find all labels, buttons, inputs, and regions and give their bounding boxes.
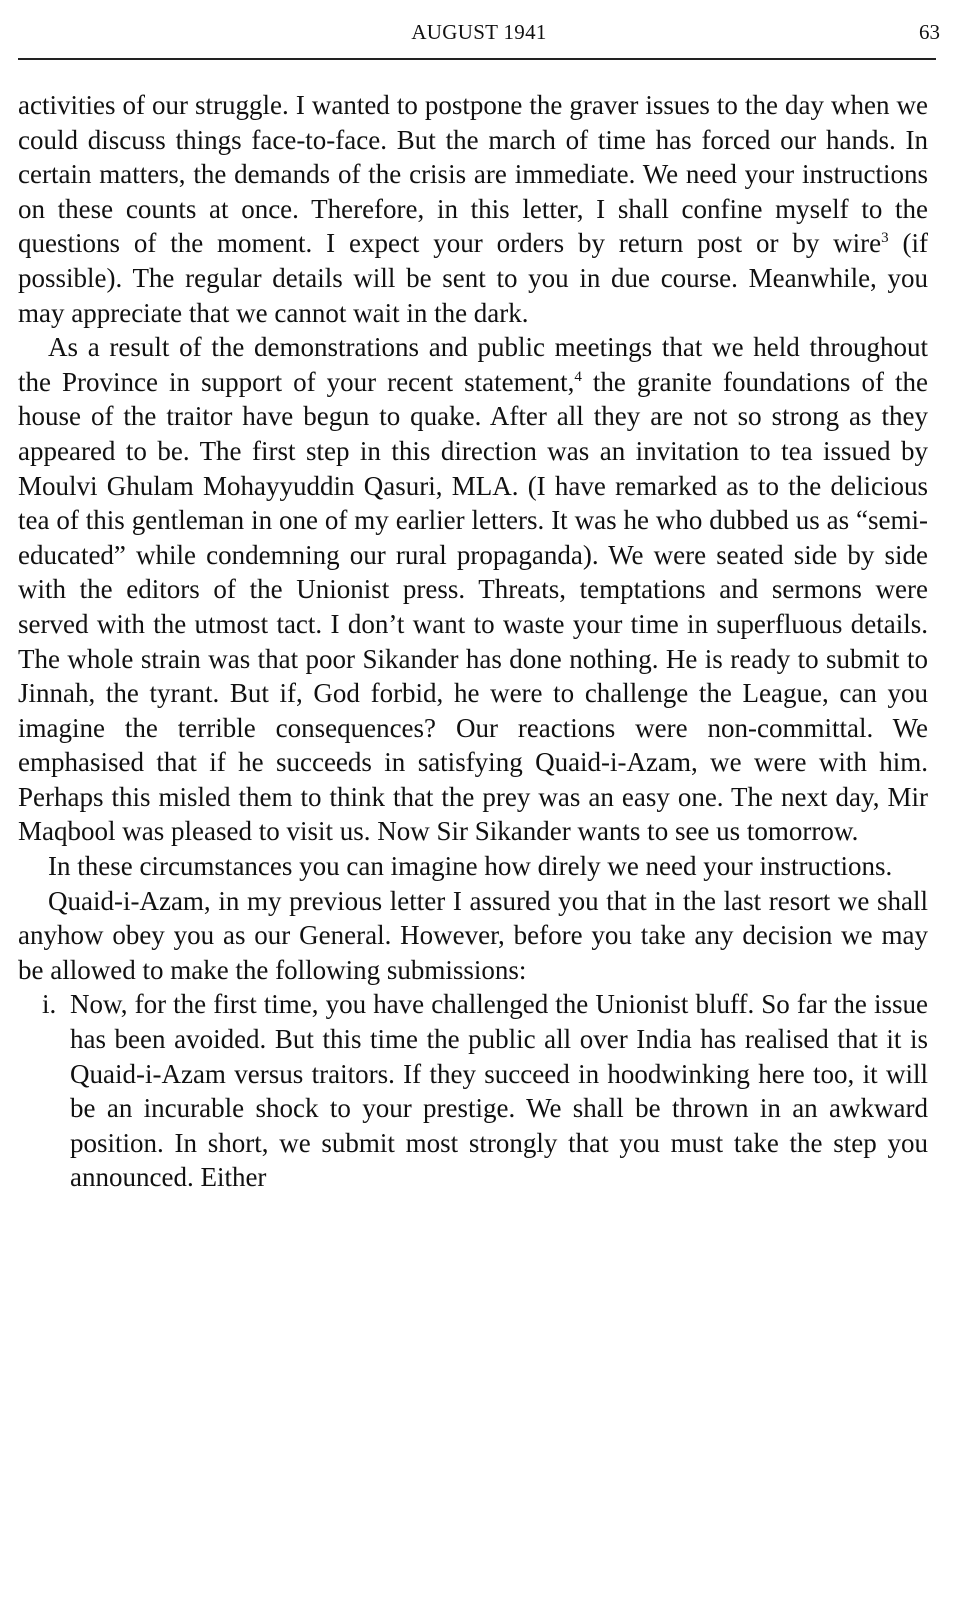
paragraph-1: [18, 88, 928, 330]
paragraph-2-text-b: the granite foundations of the house of the traitor have begun to quake. After all they are not so strong as they appeared to be. The first step in this direction was an invitation to tea issued by Moulvi Ghulam Mohayyuddin Qasuri, MLA. (I have remarked as to the delicious tea of this gentleman in one of my earlier letters. It was he who dubbed us as “semi-educated” while condemning our rural propaganda). We were seated side by side with the editors of the Unionist press. Threats, temptations and sermons were served with the utmost tact. I don’t want to waste your time in superfluous details. The whole strain was that poor Sikander has done nothing. He is ready to submit to Jinnah, the tyrant. But if, God forbid, he were to challenge the League, can you imagine the terrible consequences? Our reactions were non-committal. We emphasised that if he succeeds in satisfying Quaid-i-Azam, we were with him. Perhaps this misled them to think that the prey was an easy one. The next day, Mir Maqbool was pleased to visit us. Now Sir Sikander wants to see us tomorrow.: [18, 366, 928, 847]
running-head: AUGUST 1941: [411, 20, 547, 44]
page-header: [18, 12, 940, 48]
paragraph-4: Quaid-i-Azam, in my previous letter I assured you that in the last resort we shall anyhow obey you as our General. However, before you take any decision we may be allowed to make the following submissions:: [18, 885, 928, 985]
list-item-label: i.: [42, 989, 57, 1020]
footnote-ref-4: 4: [574, 368, 582, 385]
paragraph-2-text-a: As a result of the demonstrations and public meetings that we held throughout the Province in support of your recent statement,: [18, 332, 928, 397]
list-item-text: Now, for the first time, you have challenged the Unionist bluff. So far the issue has been avoided. But this time the public all over India has realised that it is Quaid-i-Azam versus traitors. If they succeed in hoodwinking here too, it will be an incurable shock to your prestige. We shall be thrown in an awkward position. In short, we submit most strongly that you must take the step you announced. Either: [70, 989, 928, 1193]
paragraph-1-text-a: activities of our struggle. I wanted to postpone the graver issues to the day when we could discuss things face-to-face. But the march of time has forced our hands. In certain matters, the demands of the crisis are immediate. We need your instructions on these counts at once. Therefore, in this letter, I shall confine myself to the questions of the moment. I expect your orders by return post or by wire: [18, 90, 928, 259]
paragraph-3: In these circumstances you can imagine how direly we need your instructions.: [48, 851, 893, 882]
page-number: 63: [919, 20, 940, 44]
footnote-ref-3: 3: [881, 230, 889, 247]
paragraph-2: [18, 330, 928, 849]
header-rule: [18, 58, 936, 60]
list-item-i: [18, 987, 928, 1195]
paragraph-1-text-b: (if possible). The regular details will be sent to you in due course. Meanwhile, you may appreciate that we cannot wait in the dark.: [18, 228, 928, 328]
body-text: [18, 88, 928, 1195]
